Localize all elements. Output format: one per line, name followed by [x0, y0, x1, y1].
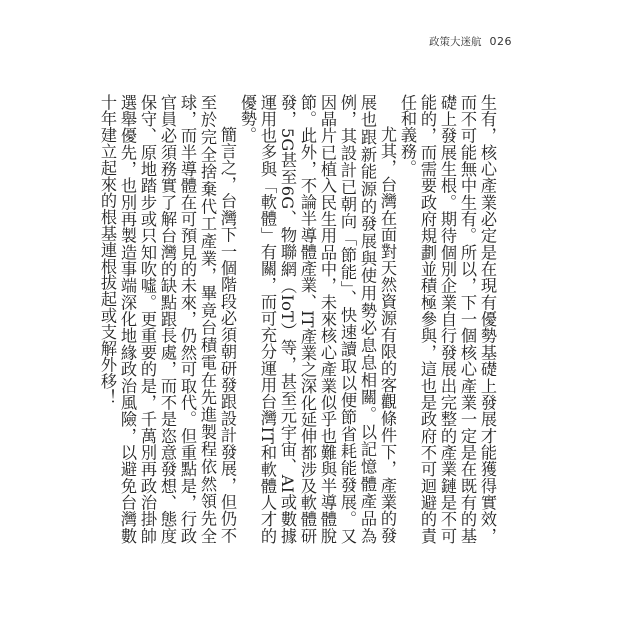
- page-number: 026: [489, 35, 512, 48]
- book-title: 政策大迷航: [429, 36, 482, 48]
- running-header: [429, 34, 512, 49]
- paragraph: 尤其，台灣在面對天然資源有限的客觀條件下，產業的發展也跟新能源的發展與使用勢必息息相關。以記憶體產品為例，其設計已朝向「節能」、快速讀取以便節省耗能發展。又因晶片已植入民生用品中，未來核心產業似乎也難與半導體脫節。此外，不論半導體產業、IT產業之深化延伸都涉及軟體研發，5G甚至6G、物聯網（IoT）等，甚至元宇宙、AI或數據運用也多與「軟體」有關，而可充分運用台灣IT和軟體人才的優勢。: [238, 94, 397, 544]
- paragraph: 生有，核心產業必定是在現有優勢基礎上發展才能獲得實效，而不可能無中生有。所以，下一個核心產業一定是在既有的基礎上發展生根。期待個別企業自行發展出完整的產業鏈是不可能的，而需要政府規劃並積極參與，這也是政府不可迴避的責任和義務。: [398, 94, 497, 544]
- body-text: [98, 94, 497, 544]
- paragraph: 簡言之，台灣下一個階段必須朝研發跟設計發展，但仍不至於完全捨棄代工產業，畢竟台積電在先進製程依然領先全球，而半導體在可預見的未來，仍然可取代。但重點是，行政官員必須務實了解台灣的缺點跟長處，而不是恣意發想、態度保守、原地踏步或只知吹噓。更重要的是，千萬別再政治掛帥選舉優先，也別再製造事端深化地緣政治風險，以避免台灣數十年建立起來的根基連根拔起或支解外移！: [98, 94, 237, 544]
